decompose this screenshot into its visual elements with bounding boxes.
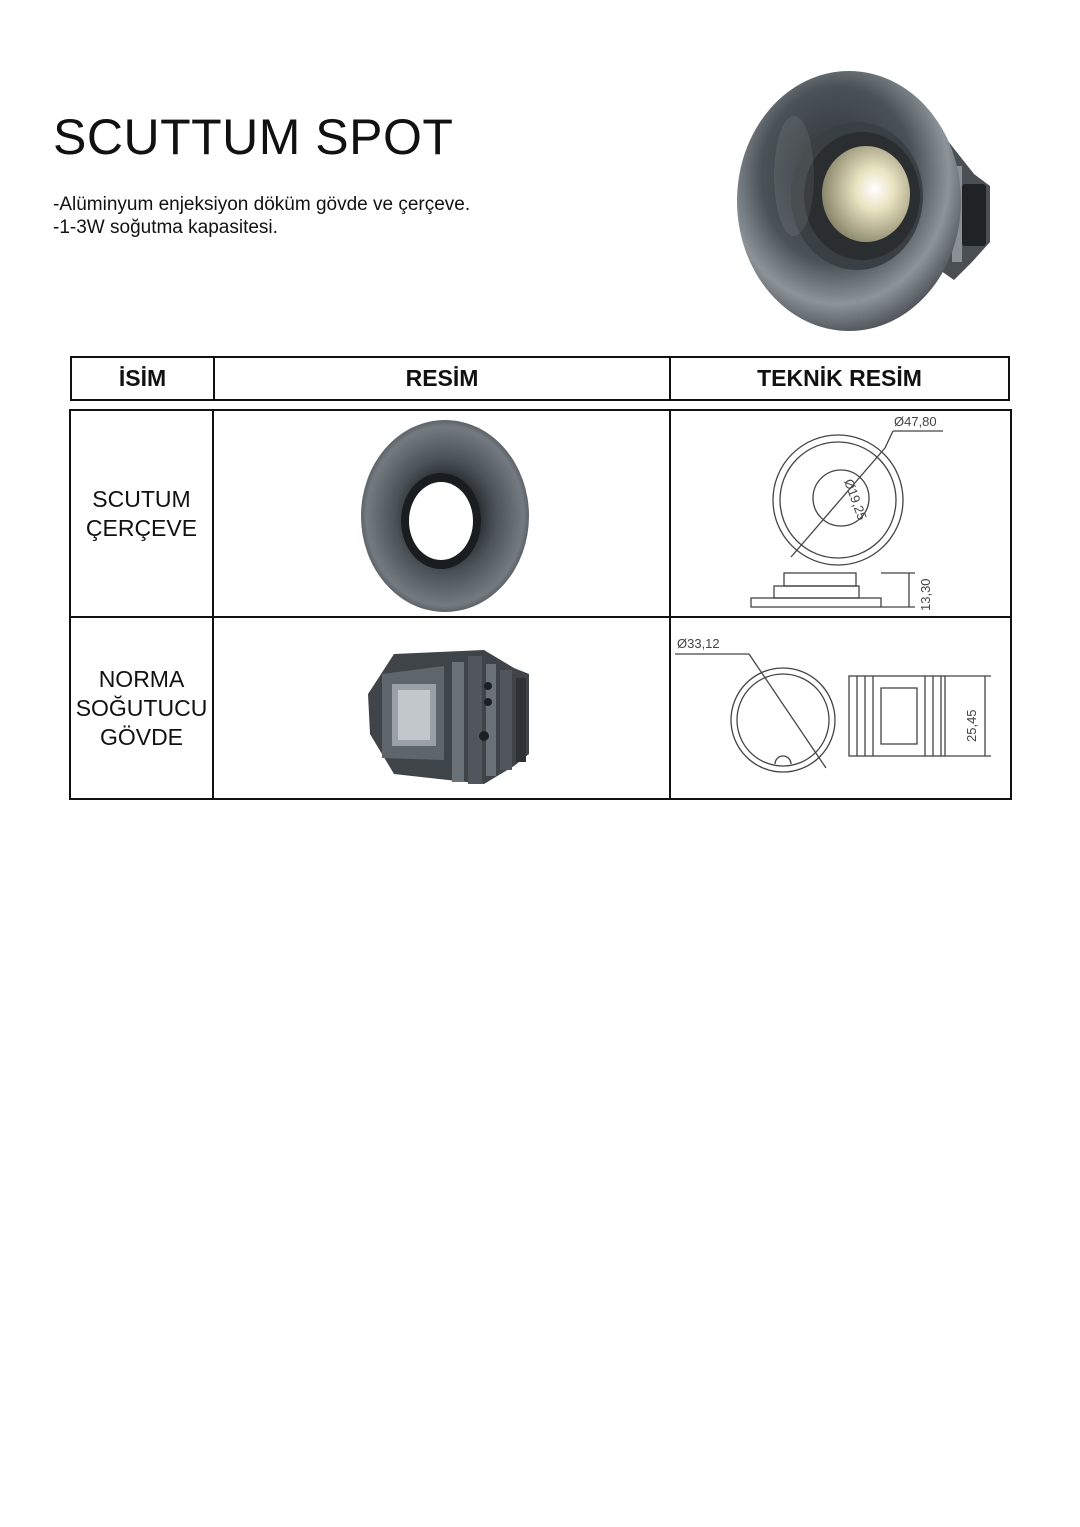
feature-list [53, 193, 470, 239]
technical-drawing-cell [671, 618, 1010, 798]
table-row [71, 618, 1010, 798]
dimension-label: Ø33,12 [677, 636, 720, 651]
dimension-label: 25,45 [964, 709, 979, 742]
header-name: İSİM [72, 358, 215, 399]
feature-item: -Alüminyum enjeksiyon döküm gövde ve çerçeve. [53, 194, 471, 215]
part-image-cell [214, 618, 671, 798]
technical-drawing-cell [671, 411, 1010, 616]
header-technical-drawing: TEKNİK RESİM [757, 365, 922, 391]
frame-ring-render-icon [359, 417, 531, 615]
dimension-label: Ø19,25 [841, 476, 870, 523]
product-hero-image [734, 66, 996, 339]
table-header [70, 356, 1010, 401]
page-title: SCUTTUM SPOT [53, 109, 454, 165]
heatsink-body-render-icon [364, 634, 544, 794]
part-name: NORMA SOĞUTUCU GÖVDE [71, 618, 214, 798]
dimension-label: 13,30 [918, 578, 933, 611]
header-image: RESİM [215, 358, 671, 399]
heatsink-drawing [671, 618, 1011, 796]
product-table [69, 409, 1012, 800]
feature-item: -1-3W soğutma kapasitesi. [53, 217, 278, 238]
dimension-label: Ø47,80 [894, 414, 937, 429]
part-name: SCUTUM ÇERÇEVE [71, 411, 214, 616]
part-image-cell [214, 411, 671, 616]
table-row [71, 411, 1010, 618]
frame-drawing [671, 411, 1011, 616]
